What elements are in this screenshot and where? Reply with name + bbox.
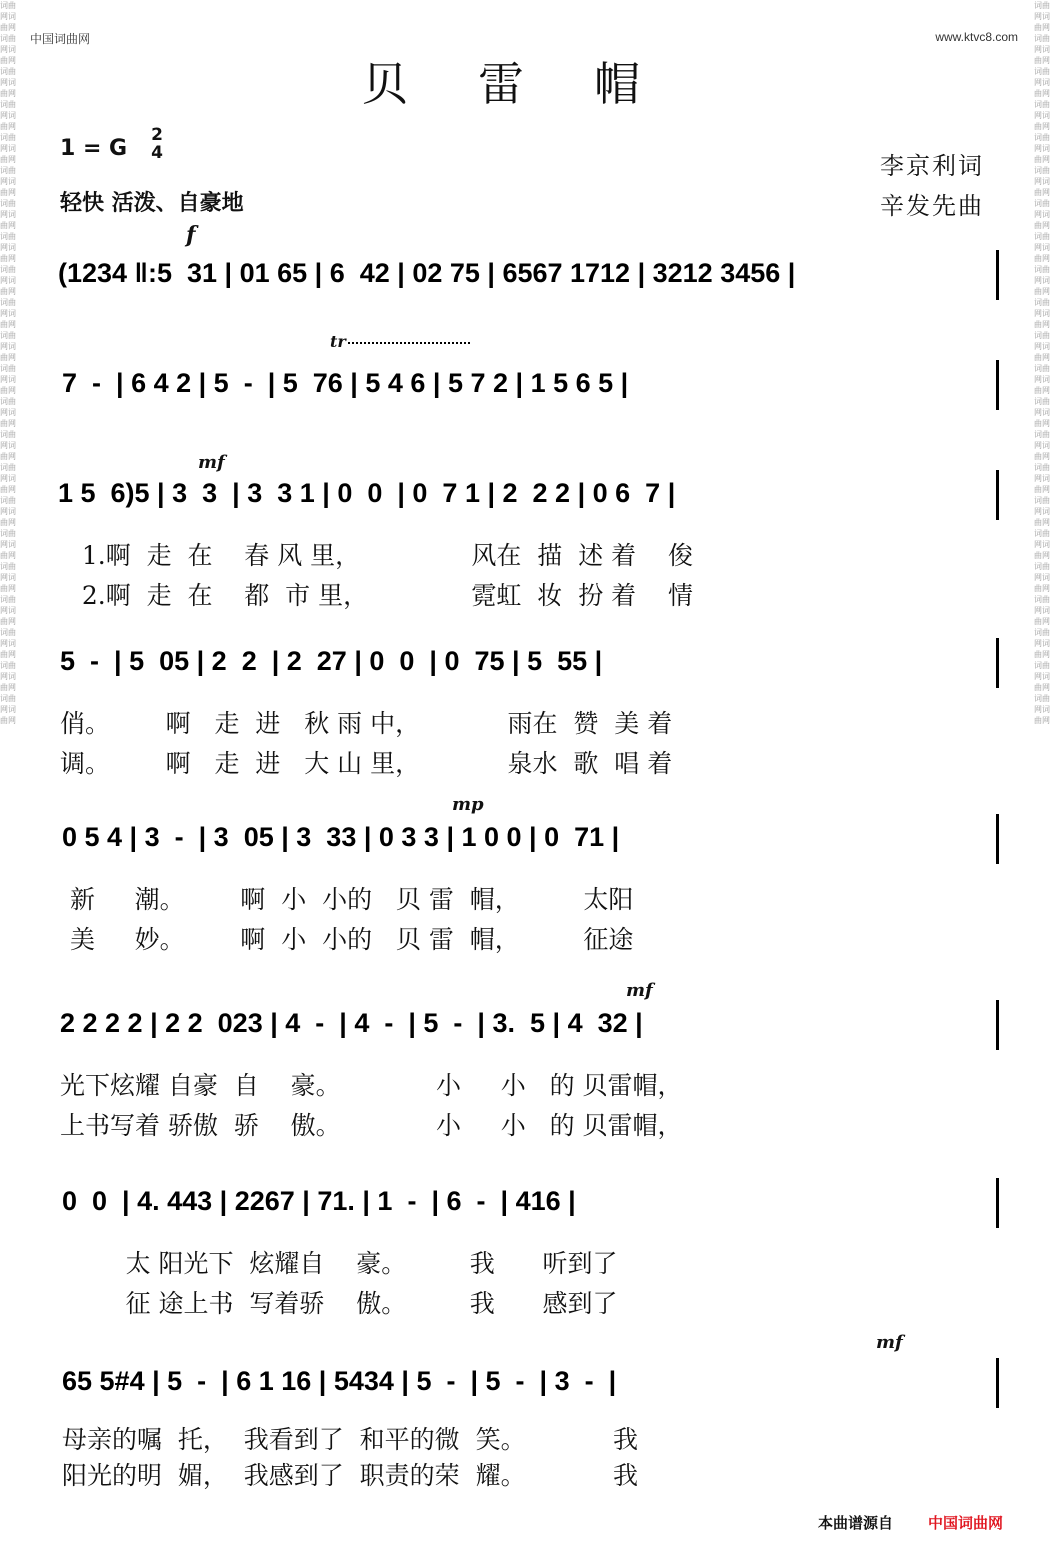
dynamic-mf-1: mf bbox=[198, 452, 225, 473]
time-signature-bottom: 4 bbox=[151, 143, 163, 163]
lyricist-credit: 李京利词 bbox=[880, 152, 984, 180]
notation-row-5: 0 5 4 | 3 - | 3 05 | 3 33 | 0 3 3 | 1 0 0 | 0 71 | bbox=[62, 822, 620, 852]
barline bbox=[996, 638, 999, 688]
barline bbox=[996, 360, 999, 410]
barline bbox=[996, 814, 999, 864]
footer-source-link[interactable]: 中国词曲网 bbox=[928, 1514, 1004, 1532]
lyric-row-5-verse-1: 新 潮。 啊 小 小的 贝 雷 帽， 太阳 bbox=[62, 885, 634, 914]
trill-mark: tr bbox=[330, 332, 346, 351]
side-watermark-left: 词曲网词曲网词曲网词曲网词曲网词曲网词曲网词曲网词曲网词曲网词曲网词曲网词曲网词曲网词曲网词曲网词曲网词曲网词曲网词曲网词曲网词曲网词曲网词曲网词曲网词曲网词曲网词曲网词曲网词曲网词曲网词曲网词曲网词曲网词曲网词曲网词曲网词曲网词曲网词曲网词曲网词曲网词曲网词曲网 bbox=[0, 1, 16, 725]
lyric-row-3-verse-1: 1.啊 走 在 春 风 里， 风在 描 述 着 俊 bbox=[58, 541, 693, 570]
dynamic-f: f bbox=[186, 222, 196, 248]
key-signature: 1 = G bbox=[60, 136, 128, 161]
notation-row-2: 7 - | 6 4 2 | 5 - | 5 76 | 5 4 6 | 5 7 2 | 1 5 6 5 | bbox=[62, 368, 629, 398]
barline bbox=[996, 1178, 999, 1228]
notation-row-3: 1 5 6)5 | 3 3 | 3 3 1 | 0 0 | 0 7 1 | 2 2 2 | 0 6 7 | bbox=[58, 478, 676, 508]
trill-line bbox=[348, 342, 470, 344]
lyric-row-7-verse-1: 太 阳光下 炫耀自 豪。 我 听到了 bbox=[62, 1249, 618, 1278]
lyric-row-7-verse-2: 征 途上书 写着骄 傲。 我 感到了 bbox=[62, 1289, 618, 1318]
time-signature-top: 2 bbox=[151, 125, 163, 145]
lyric-row-8-verse-1: 母亲的嘱 托， 我看到了 和平的微 笑。 我 bbox=[62, 1425, 638, 1454]
lyric-row-6-verse-2: 上书写着 骄傲 骄 傲。 小 小 的 贝雷帽， bbox=[60, 1111, 683, 1140]
notation-row-1: (1234 ‖:5 31 | 01 65 | 6 42 | 02 75 | 6567 1712 | 3212 3456 | bbox=[58, 258, 796, 288]
tempo-marking: 轻快 活泼、自豪地 bbox=[60, 191, 244, 216]
notation-row-8: 65 5#4 | 5 - | 6 1 16 | 5434 | 5 - | 5 - | 3 - | bbox=[62, 1366, 617, 1396]
dynamic-mf-3: mf bbox=[876, 1332, 903, 1353]
lyric-row-4-verse-2: 调。 啊 走 进 大 山 里， 泉水 歌 唱 着 bbox=[60, 749, 673, 778]
lyric-row-4-verse-1: 俏。 啊 走 进 秋 雨 中， 雨在 赞 美 着 bbox=[60, 709, 673, 738]
notation-row-6: 2 2 2 2 | 2 2 023 | 4 - | 4 - | 5 - | 3. 5 | 4 32 | bbox=[60, 1008, 643, 1038]
composer-credit: 辛发先曲 bbox=[880, 192, 984, 220]
footer-source-label: 本曲谱源自 bbox=[818, 1514, 894, 1532]
notation-row-7: 0 0 | 4. 443 | 2267 | 71. | 1 - | 6 - | 416 | bbox=[62, 1186, 576, 1216]
lyric-row-8-verse-2: 阳光的明 媚， 我感到了 职责的荣 耀。 我 bbox=[62, 1461, 638, 1490]
lyric-row-5-verse-2: 美 妙。 啊 小 小的 贝 雷 帽， 征途 bbox=[62, 925, 634, 954]
notation-row-4: 5 - | 5 05 | 2 2 | 2 27 | 0 0 | 0 75 | 5 55 | bbox=[60, 646, 603, 676]
song-title: 贝雷帽 bbox=[362, 57, 710, 111]
dynamic-mf-2: mf bbox=[626, 980, 653, 1001]
lyric-row-6-verse-1: 光下炫耀 自豪 自 豪。 小 小 的 贝雷帽， bbox=[60, 1071, 683, 1100]
barline bbox=[996, 250, 999, 300]
barline bbox=[996, 470, 999, 520]
barline bbox=[996, 1000, 999, 1050]
dynamic-mp: mp bbox=[452, 794, 484, 815]
barline bbox=[996, 1358, 999, 1408]
lyric-row-3-verse-2: 2.啊 走 在 都 市 里， 霓虹 妆 扮 着 情 bbox=[58, 581, 693, 610]
site-url-right: www.ktvc8.com bbox=[935, 30, 1018, 44]
side-watermark-right: 词曲网词曲网词曲网词曲网词曲网词曲网词曲网词曲网词曲网词曲网词曲网词曲网词曲网词曲网词曲网词曲网词曲网词曲网词曲网词曲网词曲网词曲网词曲网词曲网词曲网词曲网词曲网词曲网词曲网词曲网词曲网词曲网词曲网词曲网词曲网词曲网词曲网词曲网词曲网词曲网词曲网词曲网词曲网词曲网 bbox=[1034, 1, 1050, 725]
time-signature bbox=[148, 126, 166, 162]
site-name-left: 中国词曲网 bbox=[30, 32, 91, 46]
